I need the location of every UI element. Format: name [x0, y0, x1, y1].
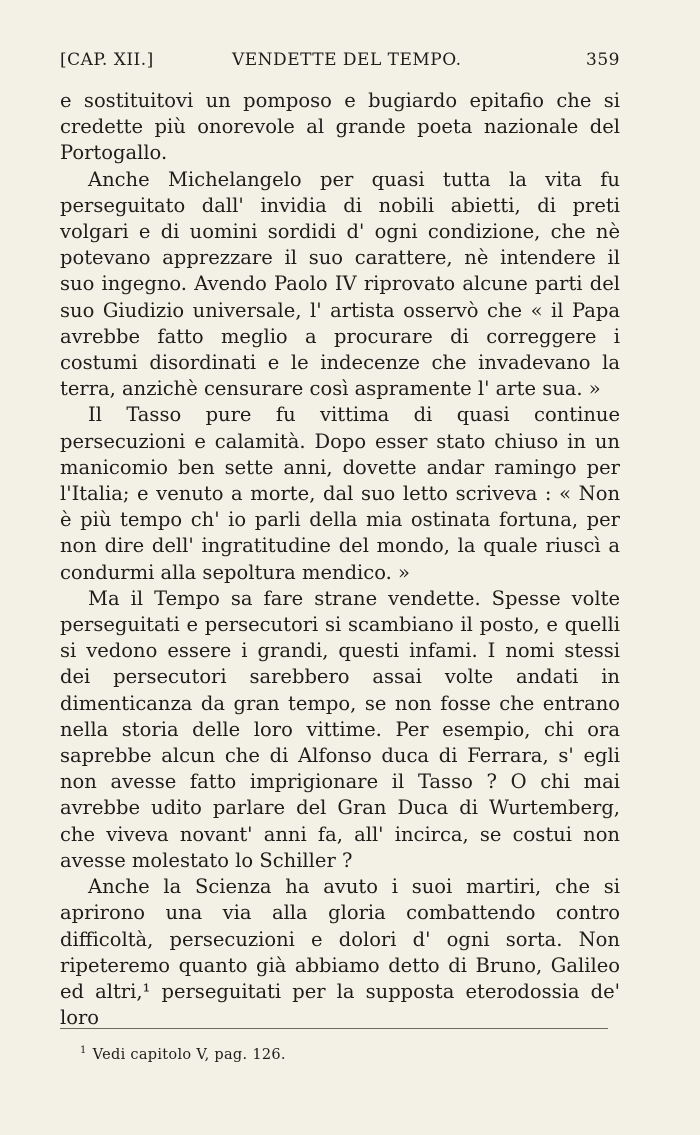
chapter-label: [CAP. XII.] — [60, 50, 154, 70]
paragraph: Anche Michelangelo per quasi tutta la vita fu perseguitato dall' invidia di nobili abietti, di preti volgari e di uomini sordidi d' ogni condizione, che nè potevano apprezzare il suo carattere, nè intendere il suo ingegno. Avendo Paolo IV riprovato alcune parti del suo Giudizio universale, l' artista osservò che « il Papa avrebbe fatto meglio a procurare di correggere i costumi disordinati e le indecenze che invadevano la terra, anzichè censurare così aspramente l' arte sua. » — [60, 167, 620, 401]
footnote-text: Vedi capitolo V, pag. 126. — [92, 1046, 286, 1063]
running-head — [60, 50, 620, 76]
footnote-rule — [60, 1028, 608, 1029]
body-text — [60, 88, 620, 1031]
page-number: 359 — [586, 50, 620, 70]
footnote-marker: 1 — [80, 1045, 87, 1056]
paragraph: e sostituitovi un pomposo e bugiardo epitafio che si credette più onorevole al grande poeta nazionale del Portogallo. — [60, 89, 620, 165]
paragraph: Il Tasso pure fu vittima di quasi continue persecuzioni e calamità. Dopo esser stato chiuso in un manicomio ben sette anni, dovette andar ramingo per l'Italia; e venuto a morte, dal suo letto scriveva : « Non è più tempo ch' io parli della mia ostinata fortuna, per non dire dell' ingratitudine del mondo, la quale riuscì a condurmi alla sepoltura mendico. » — [60, 403, 620, 584]
paragraph: Ma il Tempo sa fare strane vendette. Spesse volte perseguitati e persecutori si scambiano il posto, e quelli si vedono essere i grandi, questi infami. I nomi stessi dei persecutori sarebbero assai volte andati in dimenticanza da gran tempo, se non fosse che entrano nella storia delle loro vittime. Per esempio, chi ora saprebbe alcun che di Alfonso duca di Ferrara, s' egli non avesse fatto imprigionare il Tasso ? O chi mai avrebbe udito parlare del Gran Duca di Wurtemberg, che viveva novant' anni fa, all' incirca, se costui non avesse molestato lo Schiller ? — [60, 586, 620, 872]
chapter-title: VENDETTE DEL TEMPO. — [232, 50, 462, 70]
paragraph: Anche la Scienza ha avuto i suoi martiri, che si aprirono una via alla gloria combattendo contro difficoltà, persecuzioni e dolori d' ogni sorta. Non ripeteremo quanto già abbiamo detto di Bruno, Galileo ed altri,¹ perseguitati per la supposta eterodossia de' loro — [60, 875, 620, 1030]
footnote — [80, 1045, 286, 1063]
book-page — [60, 0, 620, 1135]
